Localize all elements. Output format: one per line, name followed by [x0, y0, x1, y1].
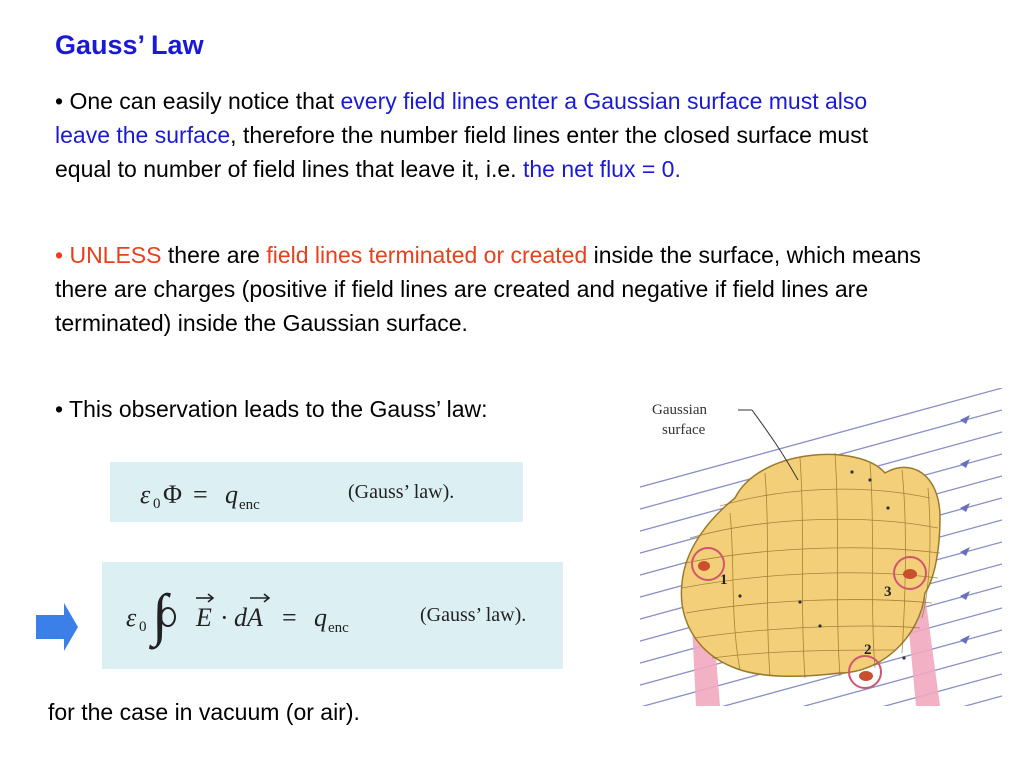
marker-label-3: 3 [884, 584, 892, 600]
figure-label-line1: Gaussian [652, 402, 707, 418]
bullet2-unless: UNLESS [69, 242, 162, 268]
footer-note: for the case in vacuum (or air). [48, 699, 360, 725]
svg-text:=: = [193, 480, 208, 509]
svg-text:·: · [220, 603, 229, 632]
equation-gauss-flux [110, 462, 523, 522]
gaussian-surface-figure [640, 388, 1002, 706]
svg-text:Φ: Φ [163, 480, 183, 509]
slide-title: Gauss’ Law [55, 30, 204, 60]
svg-text:∫: ∫ [152, 582, 168, 647]
svg-text:enc: enc [328, 620, 349, 636]
svg-text:ε: ε [126, 603, 137, 632]
bullet1-conclusion: the net flux = 0. [522, 156, 681, 182]
bullet2-text2: inside the surface, which means there are charges (positive if field lines are created and negative if field lines are terminated) inside the Gaussian surface. [55, 242, 921, 336]
equation1-label: (Gauss’ law). [348, 481, 455, 503]
figure-label-line2: surface [662, 422, 706, 438]
svg-text:enc: enc [239, 497, 260, 513]
marker-patch-1 [698, 561, 710, 571]
svg-text:E: E [196, 603, 212, 632]
bullet1-middle: , therefore the number field lines enter the closed surface must equal to number of field lines that leave it, i.e. [55, 122, 869, 182]
bullet2-text1: there are [161, 242, 267, 268]
arrow-right-icon [36, 603, 78, 651]
svg-text:dA: dA [234, 603, 263, 632]
bullet-unless [55, 238, 925, 340]
svg-text:0: 0 [139, 619, 147, 635]
bullet-observation: • This observation leads to the Gauss’ law: [55, 396, 488, 422]
svg-text:q: q [314, 603, 327, 632]
equation2-label: (Gauss’ law). [420, 604, 527, 626]
equation-gauss-integral [102, 562, 563, 669]
bullet1-highlight: every field lines enter a Gaussian surface must also leave the surface [55, 88, 868, 148]
marker-patch-2 [859, 671, 873, 681]
svg-text:ε: ε [140, 480, 151, 509]
marker-label-2: 2 [864, 642, 872, 658]
svg-text:0: 0 [153, 496, 161, 512]
bullet-flux-zero [55, 84, 925, 186]
marker-label-1: 1 [720, 572, 728, 588]
bullet2-marker: • [55, 242, 64, 268]
equation-gauss-flux-formula [110, 462, 523, 522]
svg-text:=: = [282, 603, 297, 632]
bullet1-prefix: • One can easily notice that [55, 88, 341, 114]
marker-patch-3 [903, 569, 917, 579]
bullet2-highlight: field lines terminated or created [266, 242, 588, 268]
svg-text:q: q [225, 480, 238, 509]
